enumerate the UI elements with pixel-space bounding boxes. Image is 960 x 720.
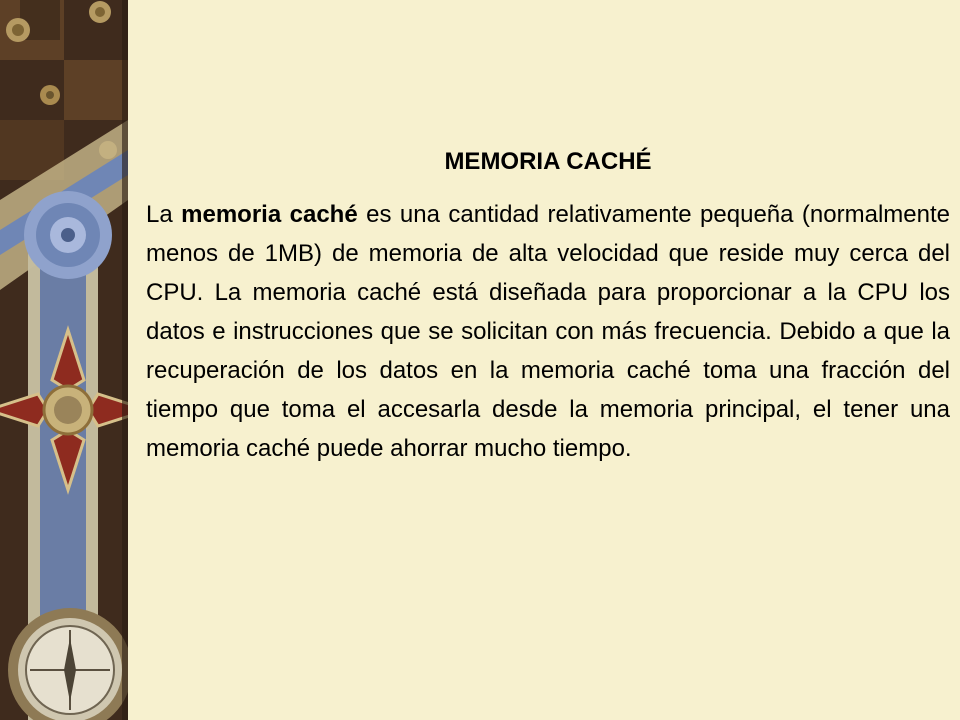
paragraph-emphasis: memoria caché	[181, 201, 358, 228]
paragraph-body: es una cantidad relativamente pequeña (normalmente menos de 1MB) de memoria de alta velocidad que reside muy cerca del CPU. La memoria caché está diseñada para proporcionar a la CPU los datos e instrucciones que se solicitan con más frecuencia. Debido a que la recuperación de los datos en la memoria caché toma una fracción del tiempo que toma el accesarla desde la memoria principal, el tener una memoria caché puede ahorrar mucho tiempo.	[146, 201, 950, 462]
paragraph-lead: La	[146, 201, 182, 228]
slide-title: MEMORIA CACHÉ	[444, 148, 652, 175]
medal-compass-illustration	[0, 0, 128, 720]
decorative-side-image	[0, 0, 128, 720]
slide-paragraph	[146, 195, 950, 468]
